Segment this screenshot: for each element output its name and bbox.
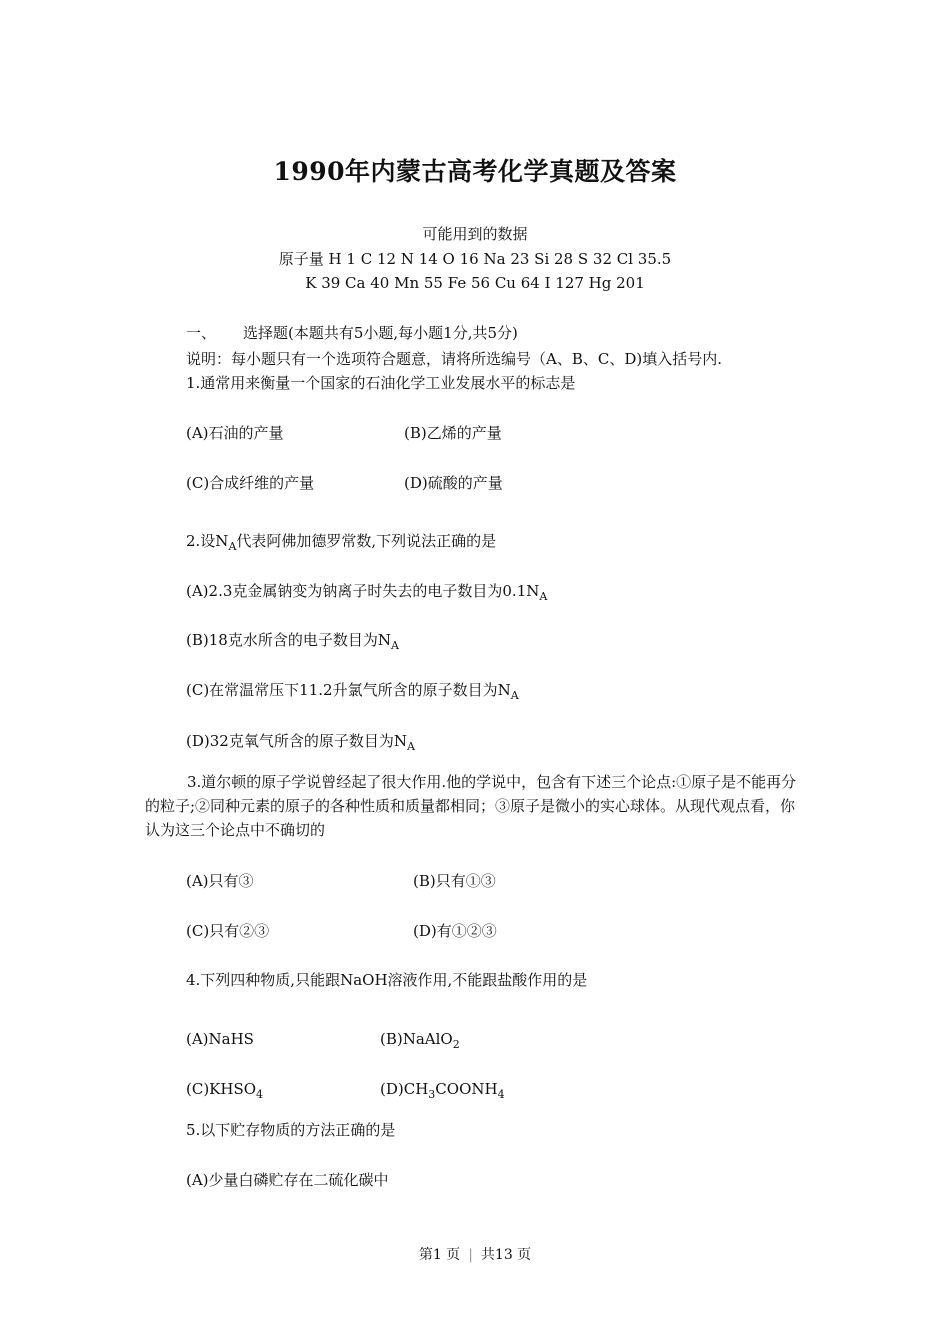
q4-option-d <box>380 1079 505 1099</box>
page-total: 共13 页 <box>480 1247 532 1263</box>
atomic-weights-line-1: 原子量 H 1 C 12 N 14 O 16 Na 23 Si 28 S 32 Cl 35.5 <box>278 250 672 268</box>
q4-option-c-subscript: 4 <box>256 1088 264 1101</box>
section-instruction: 说明：每小题只有一个选项符合题意，请将所选编号（A、B、C、D)填入括号内. <box>186 350 722 368</box>
q4-option-b-subscript: 2 <box>452 1038 460 1051</box>
section-number: 一、 <box>186 324 217 342</box>
q4-option-d-text-1: (D)CH <box>380 1080 429 1098</box>
q1-option-b: (B)乙烯的产量 <box>404 424 502 442</box>
q3-option-a: (A)只有③ <box>186 872 254 890</box>
footer-separator: | <box>468 1247 473 1263</box>
q4-stem: 4.下列四种物质,只能跟NaOH溶液作用,不能跟盐酸作用的是 <box>186 971 588 989</box>
data-header: 可能用到的数据 <box>422 225 528 243</box>
q2-option-a-subscript: A <box>539 590 548 603</box>
page-footer <box>0 1244 950 1264</box>
q4-option-d-text-2: COONH <box>435 1080 498 1098</box>
q2-stem-start: 2.设N <box>186 532 229 550</box>
q2-option-b <box>186 630 399 650</box>
page-number: 第1 页 <box>418 1247 461 1263</box>
q3-option-c: (C)只有②③ <box>186 922 270 940</box>
document-title: 1990年内蒙古高考化学真题及答案 <box>273 157 677 186</box>
q2-option-d-text: (D)32克氧气所含的原子数目为N <box>186 732 407 750</box>
q4-option-c-text: (C)KHSO <box>186 1080 257 1098</box>
q4-option-d-subscript-2: 4 <box>497 1088 505 1101</box>
q3-option-b: (B)只有①③ <box>413 872 496 890</box>
q2-stem-end: 代表阿佛加德罗常数,下列说法正确的是 <box>236 532 497 550</box>
q2-stem-subscript: A <box>228 540 237 553</box>
q3-stem: 3.道尔顿的原子学说曾经起了很大作用.他的学说中，包含有下述三个论点:①原子是不能再分的粒子;②同种元素的原子的各种性质和质量都相同；③原子是微小的实心球体。从现代观点看，你认为这三个论点中不确切的 <box>145 773 797 839</box>
q4-option-b <box>380 1029 460 1049</box>
q2-option-d-subscript: A <box>406 740 415 753</box>
q4-option-b-text: (B)NaAlO <box>380 1030 453 1048</box>
q2-option-b-text: (B)18克水所含的电子数目为N <box>186 631 391 649</box>
q3-option-d: (D)有①②③ <box>413 922 497 940</box>
q5-stem: 5.以下贮存物质的方法正确的是 <box>186 1121 396 1139</box>
q1-option-c: (C)合成纤维的产量 <box>186 474 315 492</box>
q4-option-c <box>186 1079 263 1099</box>
section-title: 选择题(本题共有5小题,每小题1分,共5分) <box>243 324 518 342</box>
q2-option-c-text: (C)在常温常压下11.2升氯气所含的原子数目为N <box>186 681 511 699</box>
q2-stem <box>186 531 496 551</box>
q2-option-c <box>186 680 519 700</box>
q2-option-a <box>186 581 547 601</box>
q1-option-a: (A)石油的产量 <box>186 424 284 442</box>
atomic-weights-line-2: K 39 Ca 40 Mn 55 Fe 56 Cu 64 I 127 Hg 201 <box>305 274 645 292</box>
q4-option-d-subscript-1: 3 <box>428 1088 436 1101</box>
q2-option-a-text: (A)2.3克金属钠变为钠离子时失去的电子数目为0.1N <box>186 582 540 600</box>
q1-option-d: (D)硫酸的产量 <box>404 474 503 492</box>
q2-option-b-subscript: A <box>390 639 399 652</box>
q2-option-d <box>186 731 415 751</box>
q2-option-c-subscript: A <box>510 689 519 702</box>
q1-stem: 1.通常用来衡量一个国家的石油化学工业发展水平的标志是 <box>186 374 576 392</box>
q4-option-a: (A)NaHS <box>186 1030 254 1048</box>
q5-option-a: (A)少量白磷贮存在二硫化碳中 <box>186 1171 389 1189</box>
